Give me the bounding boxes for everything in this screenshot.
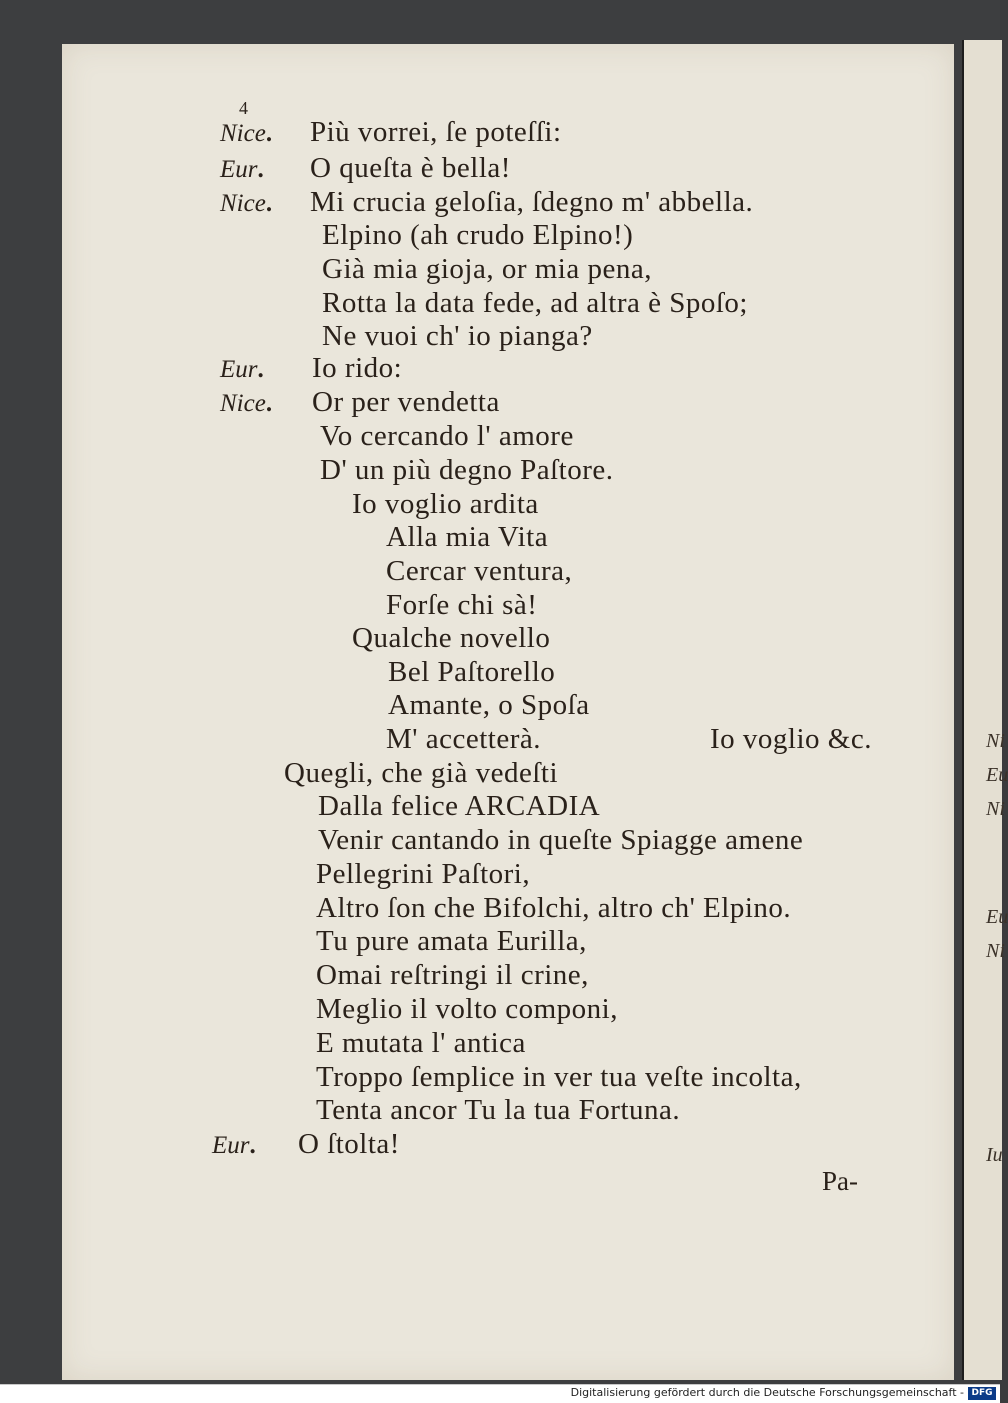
adjacent-fragment: Eu bbox=[986, 906, 1008, 928]
verse-line: O ſtolta! bbox=[298, 1128, 400, 1160]
verse-line: Qualche novello bbox=[352, 622, 551, 654]
verse-line: Io voglio ardita bbox=[352, 488, 539, 520]
verse-line: Troppo ſemplice in ver tua veſte incolta, bbox=[316, 1061, 802, 1093]
verse-line: Mi crucia geloſia, ſdegno m' abbella. bbox=[310, 186, 754, 218]
speaker-label: Nice. bbox=[220, 190, 273, 217]
verse-line: Or per vendetta bbox=[312, 386, 500, 418]
adjacent-fragment: Eu bbox=[986, 764, 1008, 786]
speaker-label: Eur. bbox=[212, 1132, 256, 1159]
verse-line: Io rido: bbox=[312, 352, 403, 384]
adjacent-fragment: Iu bbox=[986, 1144, 1003, 1166]
verse-line: Meglio il volto componi, bbox=[316, 993, 618, 1025]
verse-line: Cercar ventura, bbox=[386, 555, 573, 587]
page-number: 4 bbox=[239, 98, 248, 118]
adjacent-page-edge bbox=[962, 40, 1008, 1380]
book-page bbox=[62, 44, 954, 1380]
verse-line: Già mia gioja, or mia pena, bbox=[322, 253, 652, 285]
verse-line: Forſe chi sà! bbox=[386, 589, 538, 621]
verse-line: Rotta la data fede, ad altra è Spoſo; bbox=[322, 287, 748, 319]
verse-line: Pellegrini Paſtori, bbox=[316, 858, 531, 890]
funding-notice: Digitalisierung gefördert durch die Deutsche Forschungsgemeinschaft - bbox=[570, 1386, 964, 1399]
adjacent-fragment: Ni bbox=[986, 940, 1005, 962]
speaker-label: Eur. bbox=[220, 356, 264, 383]
verse-line: Tu pure amata Eurilla, bbox=[316, 925, 587, 957]
verse-line: Tenta ancor Tu la tua Fortuna. bbox=[316, 1094, 681, 1126]
verse-line: Venir cantando in queſte Spiagge amene bbox=[318, 824, 804, 856]
verse-line: Bel Paſtorello bbox=[388, 656, 556, 688]
verse-line: O queſta è bella! bbox=[310, 152, 511, 184]
verse-line: Amante, o Spoſa bbox=[388, 689, 590, 721]
speaker-label: Nice. bbox=[220, 120, 273, 147]
verse-line: Quegli, che già vedeſti bbox=[284, 757, 559, 789]
verse-line: M' accetterà. bbox=[386, 723, 542, 755]
speaker-label: Nice. bbox=[220, 390, 273, 417]
verse-line: Più vorrei, ſe poteſſi: bbox=[310, 116, 562, 148]
verse-line: Dalla felice ARCADIA bbox=[318, 790, 601, 822]
adjacent-fragment: Ni bbox=[986, 730, 1005, 752]
verse-line: E mutata l' antica bbox=[316, 1027, 526, 1059]
verse-line: D' un più degno Paſtore. bbox=[320, 454, 614, 486]
verse-line: Vo cercando l' amore bbox=[320, 420, 574, 452]
verse-line: Ne vuoi ch' io pianga? bbox=[322, 320, 593, 352]
speaker-label: Eur. bbox=[220, 156, 264, 183]
footer-bar bbox=[0, 1384, 1000, 1403]
dfg-logo[interactable]: DFG bbox=[968, 1387, 996, 1400]
verse-line: Alla mia Vita bbox=[386, 521, 549, 553]
verse-line: Altro ſon che Bifolchi, altro ch' Elpino. bbox=[316, 892, 792, 924]
da-capo-marker: Io voglio &c. bbox=[710, 723, 872, 755]
verse-line: Elpino (ah crudo Elpino!) bbox=[322, 219, 634, 251]
adjacent-fragment: Ni bbox=[986, 798, 1005, 820]
catchword: Pa- bbox=[822, 1166, 858, 1196]
verse-line: Omai reſtringi il crine, bbox=[316, 959, 589, 991]
